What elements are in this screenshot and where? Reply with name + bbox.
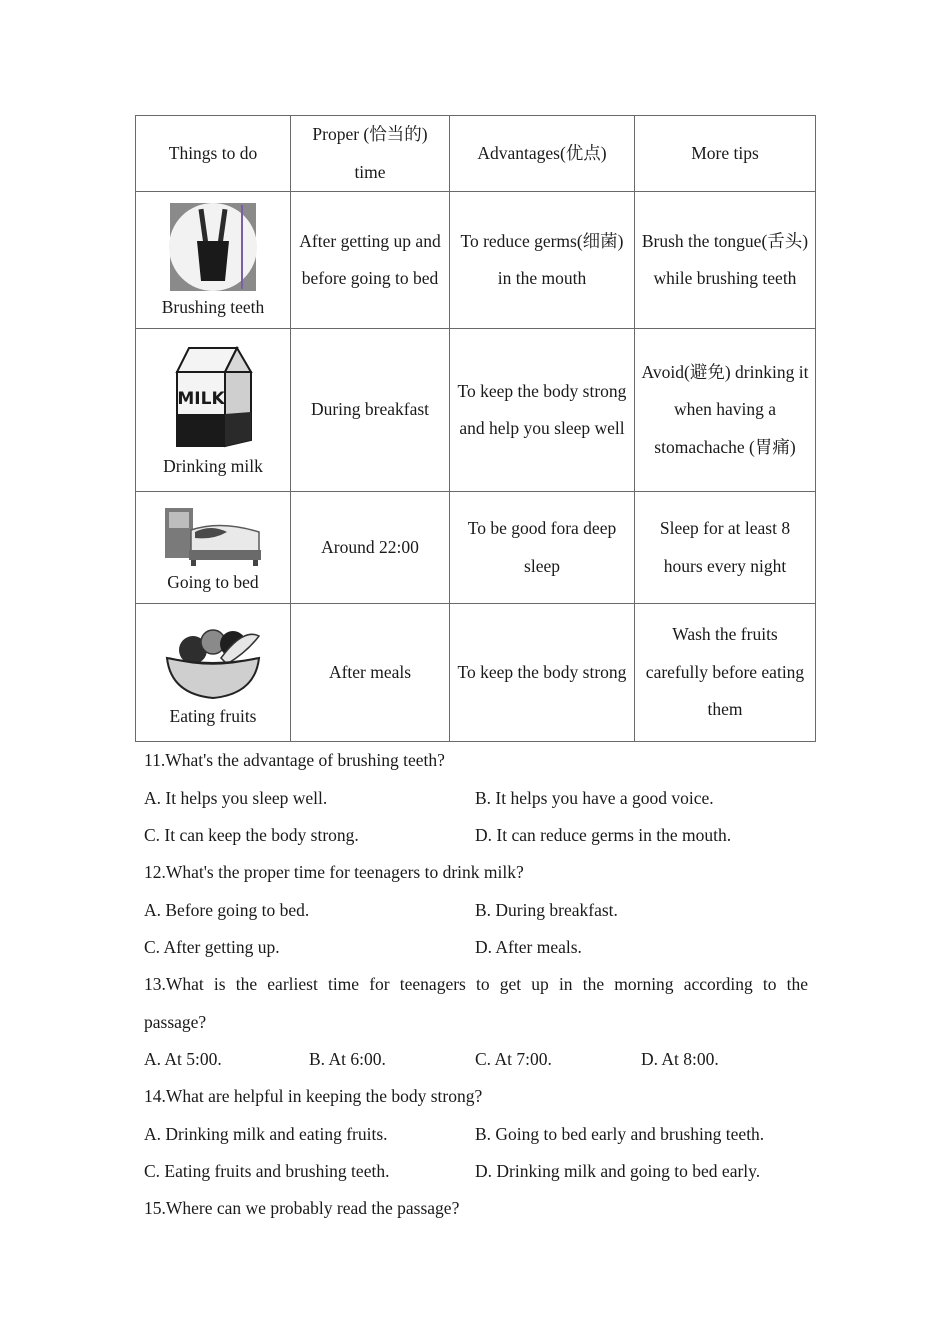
- advantage-cell: To keep the body strong: [450, 604, 635, 742]
- time-cell: After meals: [291, 604, 450, 742]
- bed-icon: [161, 502, 265, 568]
- header-advantages: Advantages(优点): [450, 116, 635, 192]
- option-d: D. It can reduce germs in the mouth.: [475, 825, 732, 845]
- option-a: A. It helps you sleep well.: [144, 788, 328, 808]
- option-c: C. At 7:00.: [475, 1049, 552, 1069]
- option-b: B. It helps you have a good voice.: [475, 788, 714, 808]
- advantage-cell: To be good fora deep sleep: [450, 492, 635, 604]
- header-proper-time: Proper (恰当的) time: [291, 116, 450, 192]
- option-a: A. At 5:00.: [144, 1049, 222, 1069]
- option-b: B. During breakfast.: [475, 900, 618, 920]
- thing-label: Eating fruits: [169, 705, 257, 726]
- thing-label: Drinking milk: [163, 456, 263, 476]
- option-b: B. At 6:00.: [309, 1049, 386, 1069]
- header-more-tips: More tips: [635, 116, 816, 192]
- healthy-habits-table: [135, 115, 816, 742]
- thing-cell: [136, 329, 291, 492]
- tip-cell: Brush the tongue(舌头) while brushing teeth: [635, 192, 816, 329]
- table-row: [136, 192, 816, 329]
- header-things-to-do: Things to do: [136, 116, 291, 192]
- option-d: D. Drinking milk and going to bed early.: [475, 1161, 761, 1181]
- question-stem: 12.What's the proper time for teenagers to drink milk?: [144, 862, 524, 882]
- option-d: D. After meals.: [475, 937, 582, 957]
- question-stem: 14.What are helpful in keeping the body strong?: [144, 1086, 483, 1106]
- svg-text:MILK: MILK: [177, 389, 225, 409]
- advantage-cell: To keep the body strong and help you sleep well: [450, 329, 635, 492]
- tip-cell: Sleep for at least 8 hours every night: [635, 492, 816, 604]
- table-header-row: [136, 116, 816, 192]
- milk-carton-icon: [167, 342, 259, 452]
- question-stem: 15.Where can we probably read the passage?: [144, 1198, 460, 1218]
- thing-cell: [136, 604, 291, 742]
- tip-cell: Avoid(避免) drinking it when having a stomachache (胃痛): [635, 329, 816, 492]
- time-cell: After getting up and before going to bed: [291, 192, 450, 329]
- table-row: [136, 604, 816, 742]
- option-a: A. Before going to bed.: [144, 900, 310, 920]
- tip-cell: Wash the fruits carefully before eating them: [635, 604, 816, 742]
- option-c: C. Eating fruits and brushing teeth.: [144, 1161, 390, 1181]
- option-c: C. It can keep the body strong.: [144, 825, 359, 845]
- option-b: B. Going to bed early and brushing teeth.: [475, 1124, 765, 1144]
- table-row: [136, 329, 816, 492]
- fruit-bowl-icon: [161, 618, 265, 702]
- thing-cell: [136, 492, 291, 604]
- toothbrush-cup-icon: [167, 201, 259, 293]
- thing-label: Going to bed: [167, 571, 259, 592]
- question-stem: 11.What's the advantage of brushing teeth?: [144, 750, 445, 770]
- thing-cell: [136, 192, 291, 329]
- time-cell: During breakfast: [291, 329, 450, 492]
- option-c: C. After getting up.: [144, 937, 280, 957]
- question-stem-continued: passage?: [144, 1012, 207, 1032]
- option-a: A. Drinking milk and eating fruits.: [144, 1124, 388, 1144]
- option-d: D. At 8:00.: [641, 1049, 719, 1069]
- advantage-cell: To reduce germs(细菌) in the mouth: [450, 192, 635, 329]
- time-cell: Around 22:00: [291, 492, 450, 604]
- question-stem: 13.What is the earliest time for teenagers to get up in the morning according to the: [144, 974, 808, 994]
- table-row: [136, 492, 816, 604]
- thing-label: Brushing teeth: [161, 297, 265, 317]
